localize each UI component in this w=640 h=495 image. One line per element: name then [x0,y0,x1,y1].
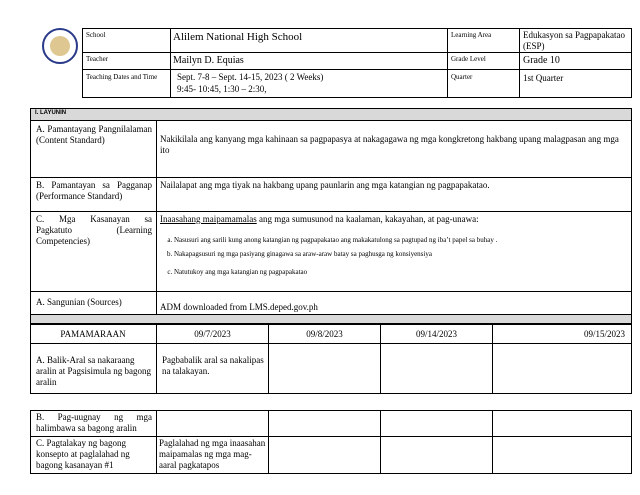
pag-uugnay-label: B. Pag-uugnay ng mga halimbawa sa bagong aralin [36,412,152,433]
competencies-label: C. Mga Kasanayan sa Pagkatuto (Learning Competencies) [36,214,152,246]
teacher-value: Mailyn D. Equias [173,55,244,66]
dates-label: Teaching Dates and Time [86,73,158,81]
balik-aral-value: Pagbabalik aral sa nakalipas na talakayan. [162,355,264,376]
grade-label: Grade Level [451,55,486,63]
school-label: School [86,31,106,39]
competency-item: a. Nasusuri ang sarili kung anong katangian ng pagpapakatao ang makakatulong sa pagtupad ng iba’t papel sa buhay . [174,236,628,244]
learning-area-value: Edukasyon sa Pagpapakatao (ESP) [523,30,625,51]
section-header [31,109,631,121]
time-value: 9:45- 10:45, 1:30 – 2:30, [177,84,267,94]
teacher-label: Teacher [86,55,109,63]
dates-value: Sept. 7-8 – Sept. 14-15, 2023 ( 2 Weeks) [177,72,324,82]
content-standard-label: A. Pamantayang Pangnilalaman (Content Standard) [36,124,152,145]
performance-standard-value: Nailalapat ang mga tiyak na hakbang upang paunlarin ang mga katangian ng pagpapakatao. [160,180,490,190]
date-column-1: 09/7/2023 [194,329,231,339]
competencies-intro-underlined: Inaasahang maipamamalas [160,214,257,224]
balik-aral-label: A. Balik-Aral sa nakaraang aralin at Pagsisimula ng bagong aralin [36,355,151,387]
quarter-value: 1st Quarter [523,73,564,83]
competencies-intro-rest: ang mga sumusunod na kaalaman, kakayahan, at pag-unawa: [256,214,479,224]
deped-seal-logo [42,28,78,64]
date-column-2: 09/8/2023 [306,329,343,339]
competency-item: c. Natutukoy ang mga katangian ng pagpapakatao [174,268,628,276]
competency-item: b. Nakapagsusuri ng mga pasiyang ginagawa sa araw-araw batay sa paghusga ng konsiyensiya [174,250,628,258]
section-title: I. LAYUNIN [35,110,67,116]
quarter-label: Quarter [451,73,473,81]
competencies-intro [160,214,625,225]
sources-label: A. Sangunian (Sources) [36,297,122,307]
pagtalakay-label: C. Pagtalakay ng bagong konsepto at paglalahad ng bagong kasanayan #1 [36,438,130,470]
pamamaraan-label: PAMAMARAAN [60,329,126,339]
date-column-4: 09/15/2023 [583,329,625,339]
school-value: Alilem National High School [173,31,303,43]
content-standard-value: Nakikilala ang kanyang mga kahinaan sa pagpapasya at nakagagawa ng mga kongkretong hakbang upang malagpasan ang mga ito [160,134,619,155]
date-column-3: 09/14/2023 [415,329,457,339]
sources-value: ADM downloaded from LMS.deped.gov.ph [160,302,318,312]
competencies-list [158,236,628,282]
pagtalakay-value: Paglalahad ng mga inaasahan maipamalas ng mga mag-aaral pagkatapos [159,438,266,470]
learning-area-label: Learning Area [451,31,492,39]
grade-value: Grade 10 [523,55,560,66]
performance-standard-label: B. Pamantayan sa Pagganap (Performance Standard) [36,180,152,201]
